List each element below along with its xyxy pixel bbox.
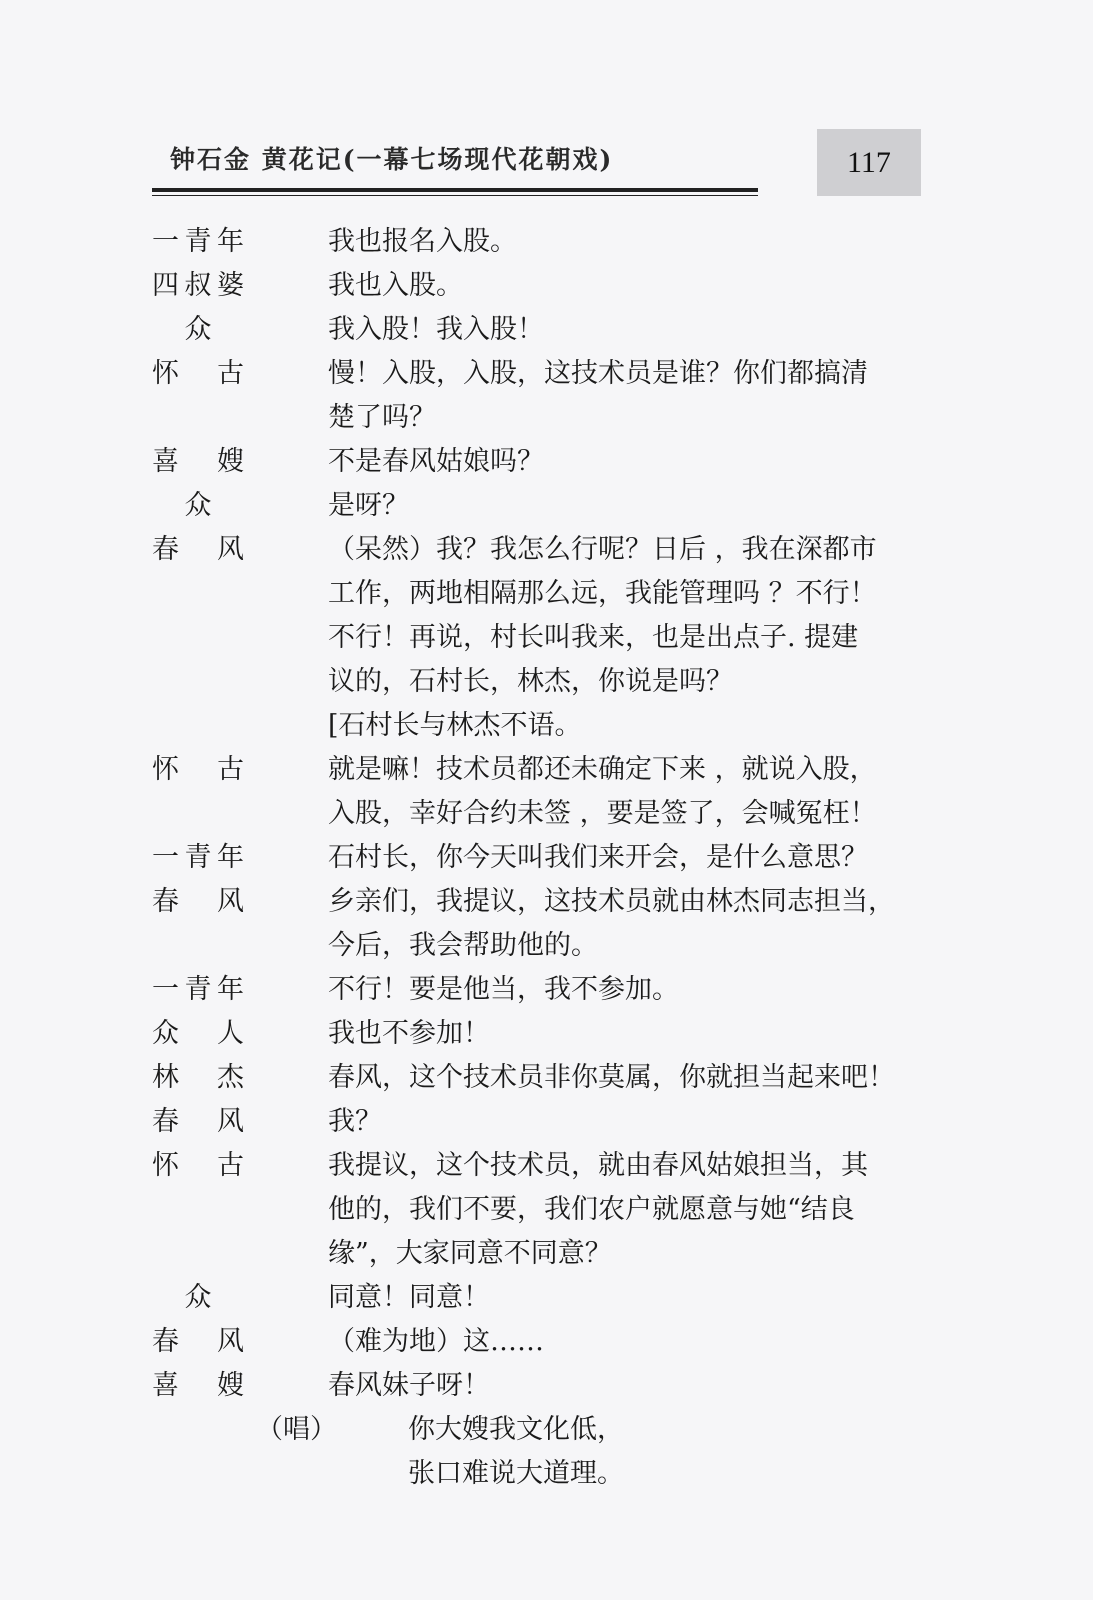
song-line xyxy=(152,1408,932,1452)
dialogue-line xyxy=(152,220,932,264)
script-content xyxy=(152,220,932,1496)
speaker: 怀古 xyxy=(152,358,244,389)
dialogue-text: 春风妹子呀！ xyxy=(328,1370,490,1401)
page-number: 117 xyxy=(847,145,891,179)
dialogue-text: 工作，两地相隔那么远，我能管理吗 ？不行！ xyxy=(328,578,877,609)
dialogue-line xyxy=(152,484,932,528)
song-line xyxy=(152,1452,932,1496)
dialogue-text: 今后，我会帮助他的。 xyxy=(328,930,598,961)
dialogue-line xyxy=(152,1188,932,1232)
song-label: （唱） xyxy=(256,1414,337,1445)
dialogue-text: 他的，我们不要，我们农户就愿意与她“结良 xyxy=(328,1194,855,1225)
running-header: 钟石金 黄花记(一幕七场现代花朝戏) xyxy=(170,145,614,174)
speaker: 一青年 xyxy=(152,226,244,257)
dialogue-text: 石村长，你今天叫我们来开会，是什么意思？ xyxy=(328,842,868,873)
dialogue-line xyxy=(152,1320,932,1364)
speaker: 众人 xyxy=(152,1018,244,1049)
dialogue-line xyxy=(152,1056,932,1100)
dialogue-text: 我也不参加！ xyxy=(328,1018,490,1049)
dialogue-text: 楚了吗？ xyxy=(328,402,436,433)
dialogue-text: 乡亲们，我提议，这技术员就由林杰同志担当， xyxy=(328,886,895,917)
speaker: 四叔婆 xyxy=(152,270,244,301)
header-rule-thin xyxy=(152,195,758,196)
dialogue-line xyxy=(152,1100,932,1144)
page-number-box xyxy=(817,129,921,196)
dialogue-line xyxy=(152,396,932,440)
speaker: 春风 xyxy=(152,1326,244,1357)
dialogue-text: 我也入股。 xyxy=(328,270,463,301)
speaker: 怀古 xyxy=(152,1150,244,1181)
stage-direction xyxy=(152,704,932,748)
speaker: 春风 xyxy=(152,534,244,565)
dialogue-line xyxy=(152,1012,932,1056)
speaker: 春风 xyxy=(152,1106,244,1137)
speaker: 春风 xyxy=(152,886,244,917)
dialogue-text: [石村长与林杰不语。 xyxy=(328,710,582,741)
speaker: 一青年 xyxy=(152,974,244,1005)
dialogue-line xyxy=(152,748,932,792)
speaker: 怀古 xyxy=(152,754,244,785)
speaker: 林杰 xyxy=(152,1062,244,1093)
dialogue-text: 不行！再说，村长叫我来，也是出点子. 提建 xyxy=(328,622,859,653)
speaker: 喜嫂 xyxy=(152,1370,244,1401)
dialogue-line xyxy=(152,616,932,660)
dialogue-line xyxy=(152,264,932,308)
dialogue-text: 我也报名入股。 xyxy=(328,226,517,257)
dialogue-text: 慢！入股，入股，这技术员是谁？你们都搞清 xyxy=(328,358,868,389)
dialogue-line xyxy=(152,968,932,1012)
dialogue-line xyxy=(152,792,932,836)
speaker: 一青年 xyxy=(152,842,244,873)
dialogue-line xyxy=(152,352,932,396)
song-text: 你大嫂我文化低， xyxy=(408,1414,624,1445)
dialogue-text: 不是春风姑娘吗？ xyxy=(328,446,544,477)
song-text: 张口难说大道理。 xyxy=(408,1458,624,1489)
dialogue-line xyxy=(152,1364,932,1408)
dialogue-line xyxy=(152,880,932,924)
speaker: 众 xyxy=(184,490,212,521)
dialogue-text: （难为地）这…… xyxy=(328,1326,544,1357)
dialogue-text: 缘”，大家同意不同意？ xyxy=(328,1238,612,1269)
dialogue-line xyxy=(152,660,932,704)
speaker: 喜嫂 xyxy=(152,446,244,477)
dialogue-text: 同意！同意！ xyxy=(328,1282,490,1313)
dialogue-text: 我入股！我入股！ xyxy=(328,314,544,345)
dialogue-line xyxy=(152,1232,932,1276)
dialogue-text: （呆然）我？我怎么行呢？日后 ，我在深都市 xyxy=(328,534,877,565)
dialogue-text: 不行！要是他当，我不参加。 xyxy=(328,974,679,1005)
dialogue-line xyxy=(152,924,932,968)
speaker: 众 xyxy=(184,1282,212,1313)
dialogue-text: 是呀？ xyxy=(328,490,409,521)
dialogue-line xyxy=(152,572,932,616)
dialogue-line xyxy=(152,528,932,572)
dialogue-line xyxy=(152,1144,932,1188)
dialogue-text: 议的，石村长，林杰，你说是吗？ xyxy=(328,666,733,697)
dialogue-text: 我？ xyxy=(328,1106,382,1137)
dialogue-text: 就是嘛！技术员都还未确定下来 ，就说入股， xyxy=(328,754,877,785)
dialogue-text: 入股，幸好合约未签 ，要是签了，会喊冤枉！ xyxy=(328,798,877,829)
dialogue-text: 我提议，这个技术员，就由春风姑娘担当，其 xyxy=(328,1150,868,1181)
dialogue-line xyxy=(152,836,932,880)
dialogue-line xyxy=(152,440,932,484)
dialogue-line xyxy=(152,308,932,352)
dialogue-line xyxy=(152,1276,932,1320)
speaker: 众 xyxy=(184,314,212,345)
dialogue-text: 春风，这个技术员非你莫属，你就担当起来吧！ xyxy=(328,1062,895,1093)
header-rule-thick xyxy=(152,188,758,192)
